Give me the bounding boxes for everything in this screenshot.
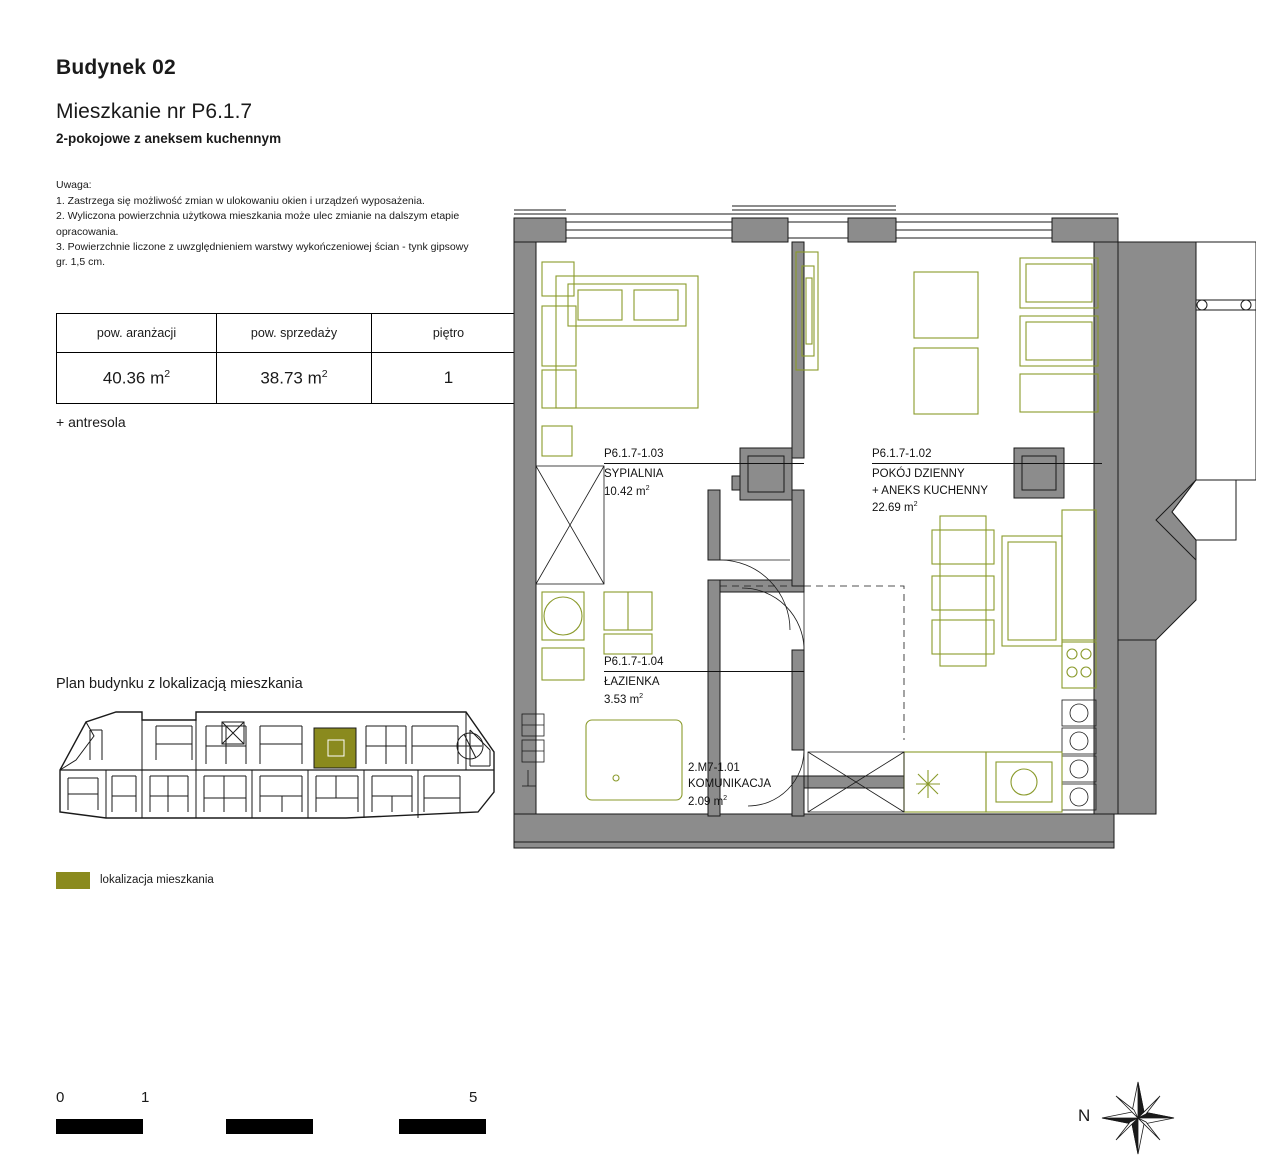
room-name: POKÓJ DZIENNY <box>872 468 965 481</box>
scale-tick-0: 0 <box>56 1089 65 1106</box>
room-name: ŁAZIENKA <box>604 676 660 689</box>
page-title: Mieszkanie nr P6.1.7 <box>56 100 253 123</box>
note-item-1: 1. Zastrzega się możliwość zmian w ulokowaniu okien i urządzeń wyposażenia. <box>56 195 425 208</box>
td-pow-sprzedazy <box>217 353 372 404</box>
room-code: P6.1.7-1.03 <box>604 446 804 464</box>
table-row <box>57 353 526 404</box>
scale-segment-2 <box>226 1119 313 1134</box>
room-code: 2.M7-1.01 <box>688 762 740 774</box>
room-area <box>604 691 804 708</box>
room-label-lazienka <box>604 654 804 708</box>
value-aranzacji: 40.36 m <box>102 368 165 388</box>
room-area-sup: 2 <box>723 793 728 802</box>
room-label-group <box>604 446 1102 830</box>
building-location-plan <box>46 700 506 840</box>
room-area <box>688 793 888 810</box>
notes-block <box>56 178 476 270</box>
th-pow-aranzacji: pow. aranżacji <box>57 314 217 353</box>
scale-tick-5: 5 <box>469 1089 478 1106</box>
notes-heading: Uwaga: <box>56 179 92 191</box>
legend-color-swatch <box>56 872 90 889</box>
room-area-value: 3.53 m <box>604 693 640 706</box>
scale-segment-1 <box>56 1119 143 1134</box>
room-name-2: + ANEKS KUCHENNY <box>872 484 988 497</box>
td-pow-aranzacji <box>57 353 217 404</box>
note-item-3: 3. Powierzchnie liczone z uwzględnieniem warstwy wykończeniowej ścian - tynk gipsowy gr. 1,5 cm. <box>56 240 469 269</box>
flat-subtitle: 2-pokojowe z aneksem kuchennym <box>56 131 282 146</box>
room-code: P6.1.7-1.02 <box>872 446 1102 464</box>
room-area <box>872 499 1102 516</box>
th-pietro: piętro <box>372 314 526 353</box>
td-pietro: 1 <box>372 353 526 404</box>
room-name: KOMUNIKACJA <box>688 778 772 791</box>
compass-north-label: N <box>1078 1106 1091 1125</box>
building-plan-caption: Plan budynku z lokalizacją mieszkania <box>56 676 303 692</box>
room-area-sup: 2 <box>639 691 644 700</box>
compass <box>1078 1078 1198 1158</box>
antresola-note: + antresola <box>56 414 126 430</box>
room-name: SYPIALNIA <box>604 468 664 481</box>
room-label-sypialnia <box>604 446 804 500</box>
table-header-row <box>57 314 526 353</box>
room-area-value: 22.69 m <box>872 501 914 514</box>
floor-plan-drawing <box>496 180 1256 860</box>
room-code: P6.1.7-1.04 <box>604 654 804 672</box>
room-area-sup: 2 <box>645 483 650 492</box>
room-area-sup: 2 <box>913 499 918 508</box>
legend-label: lokalizacja mieszkania <box>100 874 214 886</box>
scale-segment-3 <box>399 1119 486 1134</box>
room-area <box>604 483 804 500</box>
scale-bar <box>56 1089 492 1141</box>
value-sprzedazy: 38.73 m <box>260 368 322 388</box>
unit-sup-2: 2 <box>321 367 328 380</box>
room-label-pokoj-dzienny <box>872 446 1102 516</box>
building-title: Budynek 02 <box>56 56 176 79</box>
specs-table <box>56 313 526 404</box>
unit-sup-1: 2 <box>164 367 171 380</box>
room-area-value: 2.09 m <box>688 795 724 808</box>
th-pow-sprzedazy: pow. sprzedaży <box>217 314 372 353</box>
doors <box>720 490 804 806</box>
bedroom-furniture <box>536 262 698 584</box>
compass-rose-icon <box>1078 1078 1198 1158</box>
room-area-value: 10.42 m <box>604 485 646 498</box>
note-item-2: 2. Wyliczona powierzchnia użytkowa mieszkania może ulec zmianie na dalszym etapie opracowania. <box>56 210 460 238</box>
scale-tick-1: 1 <box>141 1089 150 1106</box>
room-label-komunikacja <box>688 760 888 810</box>
